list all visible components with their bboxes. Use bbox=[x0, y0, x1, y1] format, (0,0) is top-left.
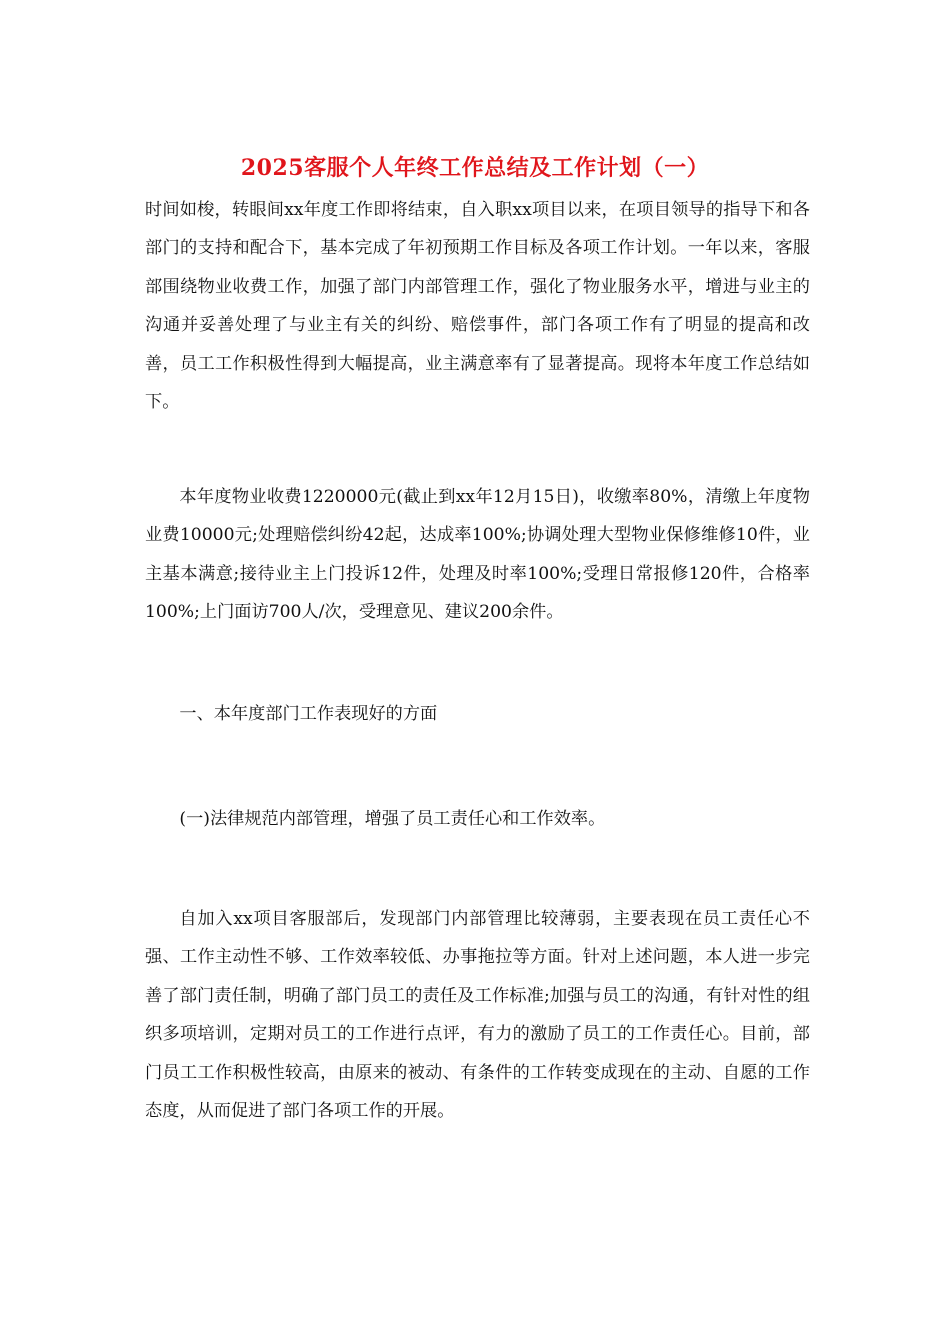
section-heading-1: 一、本年度部门工作表现好的方面 bbox=[179, 704, 438, 724]
statistics-paragraph: 本年度物业收费1220000元(截止到xx年12月15日)，收缴率80%，清缴上年度物业费10000元;处理赔偿纠纷42起，达成率100%;协调处理大型物业保修维修10件，业主基本满意;接待业主上门投诉12件，处理及时率100%;受理日常报修120件，合格率100%;上门面访700人/次，受理意见、建议200余件。 bbox=[145, 487, 810, 623]
intro-paragraph: 时间如梭，转眼间xx年度工作即将结束，自入职xx项目以来，在项目领导的指导下和各部门的支持和配合下，基本完成了年初预期工作目标及各项工作计划。一年以来，客服部围绕物业收费工作，加强了部门内部管理工作，强化了物业服务水平，增进与业主的沟通并妥善处理了与业主有关的纠纷、赔偿事件，部门各项工作有了明显的提高和改善，员工工作积极性得到大幅提高，业主满意率有了显著提高。现将本年度工作总结如下。 bbox=[145, 200, 810, 413]
subsection-heading-1-1: (一)法律规范内部管理，增强了员工责任心和工作效率。 bbox=[179, 809, 606, 829]
document-title: 2025客服个人年终工作总结及工作计划（一） bbox=[240, 155, 710, 181]
body-paragraph-1: 自加入xx项目客服部后，发现部门内部管理比较薄弱，主要表现在员工责任心不强、工作主动性不够、工作效率较低、办事拖拉等方面。针对上述问题，本人进一步完善了部门责任制，明确了部门员工的责任及工作标准;加强与员工的沟通，有针对性的组织多项培训，定期对员工的工作进行点评，有力的激励了员工的工作责任心。目前，部门员工工作积极性较高，由原来的被动、有条件的工作转变成现在的主动、自愿的工作态度，从而促进了部门各项工作的开展。 bbox=[145, 909, 810, 1122]
